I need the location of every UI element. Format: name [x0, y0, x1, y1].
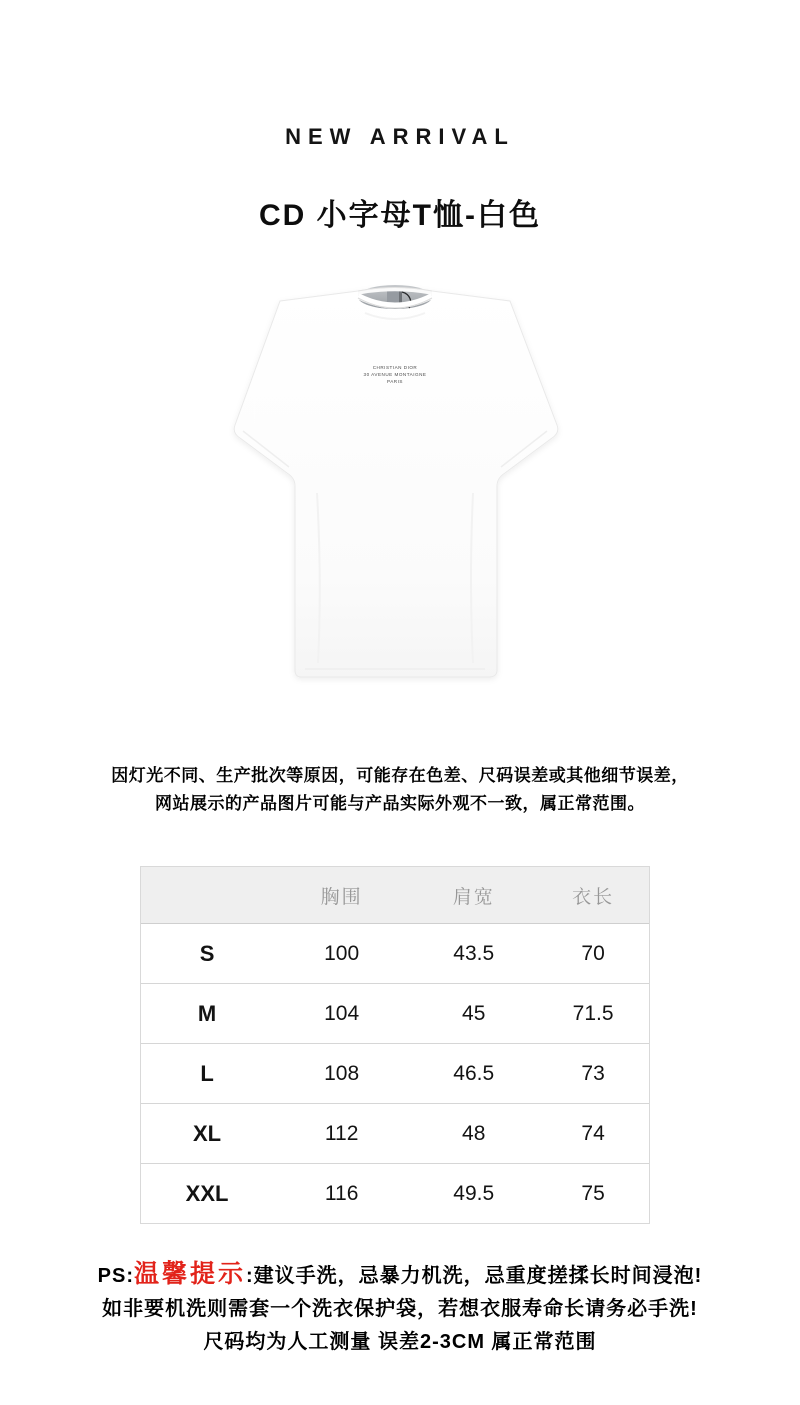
chest-value: 116 — [324, 1181, 359, 1205]
disclaimer-line-2: 网站展示的产品图片可能与产品实际外观不一致，属正常范围。 — [155, 794, 645, 813]
length-value: 71.5 — [572, 1001, 614, 1025]
product-title: CD 小字母T恤-白色 — [259, 199, 541, 232]
table-row — [141, 924, 649, 984]
care-line-1-text: 建议手洗，忌暴力机洗，忌重度搓揉长时间浸泡! — [253, 1265, 703, 1287]
length-value: 73 — [581, 1061, 605, 1085]
size-chart-header-chest: 胸围 — [320, 886, 363, 908]
size-label: S — [199, 940, 215, 966]
shoulder-value: 43.5 — [453, 941, 495, 965]
size-label: XL — [192, 1120, 222, 1146]
chest-print-line-1: CHRISTIAN DIOR — [372, 365, 418, 370]
table-row — [141, 984, 649, 1044]
shoulder-value: 45 — [462, 1001, 486, 1025]
chest-value: 104 — [324, 1001, 360, 1025]
table-row — [141, 1104, 649, 1164]
colon: : — [246, 1265, 254, 1287]
ps-prefix: PS: — [97, 1265, 134, 1287]
chest-value: 108 — [324, 1061, 360, 1085]
table-row — [141, 1044, 649, 1104]
size-chart-header-length: 衣长 — [572, 886, 615, 908]
chest-value: 100 — [324, 941, 360, 965]
product-photo — [225, 281, 575, 691]
hang-tag-edge — [399, 291, 402, 304]
size-label: M — [197, 1000, 217, 1026]
size-label: L — [200, 1060, 214, 1086]
length-value: 70 — [581, 941, 605, 965]
chest-value: 112 — [324, 1121, 359, 1145]
size-chart-header-row — [141, 867, 649, 924]
color-difference-disclaimer — [0, 762, 800, 818]
size-chart-table — [140, 866, 650, 1224]
care-line-3: 尺码均为人工测量 误差2-3CM 属正常范围 — [203, 1331, 597, 1353]
new-arrival-label: NEW ARRIVAL — [285, 124, 515, 149]
tshirt-illustration — [225, 281, 575, 691]
shoulder-value: 48 — [462, 1121, 486, 1145]
care-instructions — [0, 1258, 800, 1359]
care-line-1 — [0, 1258, 800, 1293]
chest-print-line-2: 30 AVENUE MONTAIGNE — [363, 372, 427, 377]
tshirt-body — [234, 288, 558, 678]
table-row — [141, 1164, 649, 1223]
disclaimer-line-1: 因灯光不同、生产批次等原因，可能存在色差、尺码误差或其他细节误差， — [111, 766, 689, 785]
size-label: XXL — [185, 1180, 229, 1206]
size-chart-header-shoulder: 肩宽 — [452, 886, 495, 908]
care-line-2: 如非要机洗则需套一个洗衣保护袋，若想衣服寿命长请务必手洗! — [102, 1298, 698, 1320]
shoulder-value: 49.5 — [453, 1181, 495, 1205]
shoulder-value: 46.5 — [453, 1061, 495, 1085]
length-value: 74 — [581, 1121, 605, 1145]
length-value: 75 — [581, 1181, 605, 1205]
warm-tip-highlight: 温馨提示 — [133, 1260, 246, 1288]
chest-print-line-3: PARIS — [387, 379, 403, 384]
